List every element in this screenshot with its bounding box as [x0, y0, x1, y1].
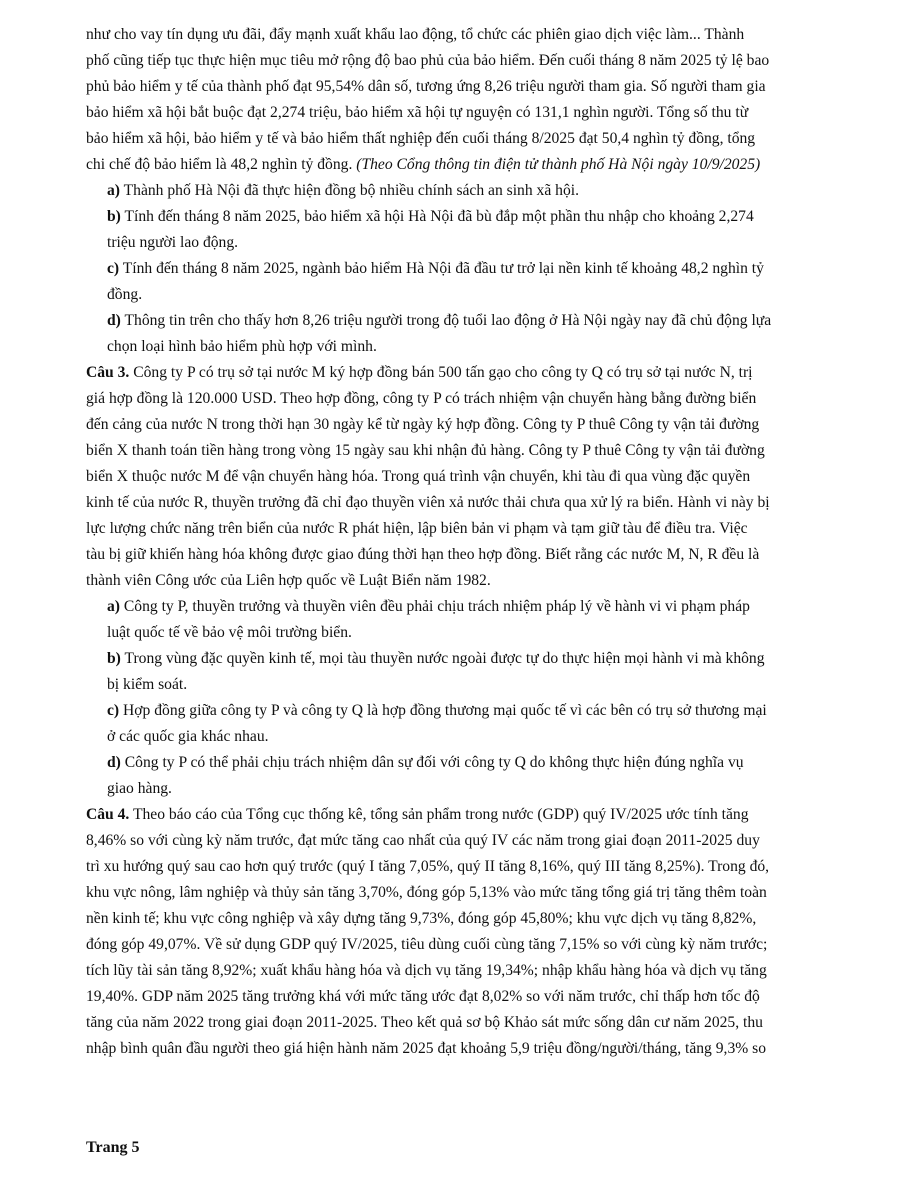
line-text: ở các quốc gia khác nhau. [107, 728, 269, 745]
option-label: b) [107, 650, 121, 667]
question-label: Câu 4. [86, 806, 130, 823]
line-text: giá hợp đồng là 120.000 USD. Theo hợp đồng, công ty P có trách nhiệm vận chuyển hàng bằng đường biển [86, 390, 757, 407]
text-line [86, 155, 760, 175]
option-line [107, 753, 744, 773]
line-text: phố cũng tiếp tục thực hiện mục tiêu mở rộng độ bao phủ của bảo hiểm. Đến cuối tháng 8 năm 2025 tỷ lệ bao [86, 52, 770, 69]
question-label: Câu 3. [86, 364, 130, 381]
option-line [107, 207, 754, 227]
text-line [107, 233, 238, 253]
text-line [86, 389, 756, 409]
text-line [86, 857, 769, 877]
line-text: như cho vay tín dụng ưu đãi, đẩy mạnh xuất khẩu lao động, tổ chức các phiên giao dịch việc làm... Thành [86, 26, 745, 43]
line-text: kinh tế của nước R, thuyền trưởng đã chỉ đạo thuyền viên xả nước thải chưa qua xử lý ra biển. Hành vi này bị [86, 494, 770, 511]
line-text: Tính đến tháng 8 năm 2025, bảo hiểm xã hội Hà Nội đã bù đắp một phần thu nhập cho khoảng 2,274 [120, 208, 754, 225]
option-label: b) [107, 208, 121, 225]
text-line [86, 129, 755, 149]
line-text: giao hàng. [107, 780, 172, 797]
text-line [107, 285, 142, 305]
line-text: Công ty P có trụ sở tại nước M ký hợp đồng bán 500 tấn gạo cho công ty Q có trụ sở tại nước N, trị [129, 364, 753, 381]
text-line [107, 337, 377, 357]
line-text: luật quốc tế về bảo vệ môi trường biển. [107, 624, 352, 641]
option-label: c) [107, 260, 120, 277]
line-text: đóng góp 49,07%. Về sử dụng GDP quý IV/2025, tiêu dùng cuối cùng tăng 7,15% so với cùng kỳ năm trước; [86, 936, 768, 953]
text-line [86, 493, 770, 513]
question-line [86, 363, 753, 383]
line-text: Thông tin trên cho thấy hơn 8,26 triệu người trong độ tuổi lao động ở Hà Nội ngày nay đã chủ động lựa [120, 312, 772, 329]
text-line [86, 415, 759, 435]
text-line [86, 935, 767, 955]
option-line [107, 259, 764, 279]
text-line [107, 779, 172, 799]
option-line [107, 597, 750, 617]
text-line [86, 1039, 766, 1059]
line-text: bị kiểm soát. [107, 676, 188, 693]
text-line [107, 727, 269, 747]
text-line [86, 571, 491, 591]
line-text: Công ty P, thuyền trưởng và thuyền viên đều phải chịu trách nhiệm pháp lý về hành vi vi phạm pháp [120, 598, 750, 615]
page-number: Trang 5 [86, 1139, 140, 1156]
line-text: Tính đến tháng 8 năm 2025, ngành bảo hiểm Hà Nội đã đầu tư trở lại nền kinh tế khoảng 48,2 nghìn tỷ [119, 260, 764, 277]
line-text: tàu bị giữ khiến hàng hóa không được giao đúng thời hạn theo hợp đồng. Biết rằng các nước M, N, R đều là [86, 546, 760, 563]
line-text: Trong vùng đặc quyền kinh tế, mọi tàu thuyền nước ngoài được tự do thực hiện mọi hành vi mà không [120, 650, 765, 667]
option-label: d) [107, 312, 121, 329]
line-text: triệu người lao động. [107, 234, 239, 251]
line-text: biển X thuộc nước M để vận chuyển hàng hóa. Trong quá trình vận chuyển, khi tàu đi qua vùng đặc quyền [86, 468, 751, 485]
line-text: phủ bảo hiểm y tế của thành phố đạt 95,54% dân số, tương ứng 8,26 triệu người tham gia. Số người tham gia [86, 78, 766, 95]
text-line [86, 987, 760, 1007]
option-line [107, 311, 771, 331]
option-line [107, 181, 579, 201]
option-label: a) [107, 598, 120, 615]
line-text: trì xu hướng quý sau cao hơn quý trước (quý I tăng 7,05%, quý II tăng 8,16%, quý III tăng 8,25%). Trong đó, [86, 858, 770, 875]
line-text: nền kinh tế; khu vực công nghiệp và xây dựng tăng 9,73%, đóng góp 45,80%; khu vực dịch vụ tăng 8,82%, [86, 910, 757, 927]
option-line [107, 701, 767, 721]
line-text: chọn loại hình bảo hiểm phù hợp với mình. [107, 338, 377, 355]
option-label: d) [107, 754, 121, 771]
text-line [86, 103, 748, 123]
line-text: thành viên Công ước của Liên hợp quốc về Luật Biển năm 1982. [86, 572, 491, 589]
line-text: đến cảng của nước N trong thời hạn 30 ngày kể từ ngày ký hợp đồng. Công ty P thuê Công ty vận tải đường [86, 416, 760, 433]
line-text: 19,40%. GDP năm 2025 tăng trưởng khá với mức tăng ước đạt 8,02% so với năm trước, chỉ thấp hơn tốc độ [86, 988, 760, 1005]
text-line [107, 675, 187, 695]
line-text: 8,46% so với cùng kỳ năm trước, đạt mức tăng cao nhất của quý IV các năm trong giai đoạn 2011-2025 duy [86, 832, 760, 849]
line-text: Theo báo cáo của Tổng cục thống kê, tổng sản phẩm trong nước (GDP) quý IV/2025 ước tính tăng [129, 806, 749, 823]
question-line [86, 805, 749, 825]
line-text: đồng. [107, 286, 143, 303]
text-line [86, 909, 756, 929]
text-line [86, 1013, 763, 1033]
line-text: biển X thanh toán tiền hàng trong vòng 15 ngày sau khi nhận đủ hàng. Công ty P thuê Công ty vận tải đường [86, 442, 765, 459]
line-text: bảo hiểm xã hội, bảo hiểm y tế và bảo hiểm thất nghiệp đến cuối tháng 8/2025 đạt 50,4 nghìn tỷ đồng, tổng [86, 130, 756, 147]
option-label: a) [107, 182, 120, 199]
line-text: tăng của năm 2022 trong giai đoạn 2011-2025. Theo kết quả sơ bộ Khảo sát mức sống dân cư năm 2025, thu [86, 1014, 763, 1031]
option-line [107, 649, 765, 669]
text-line [86, 25, 744, 45]
line-text: khu vực nông, lâm nghiệp và thủy sản tăng 3,70%, đóng góp 5,13% vào mức tăng tổng giá trị tăng thêm toàn [86, 884, 767, 901]
line-text: lực lượng chức năng trên biển của nước R phát hiện, lập biên bản vi phạm và tạm giữ tàu để điều tra. Việc [86, 520, 748, 537]
line-text: Công ty P có thể phải chịu trách nhiệm dân sự đối với công ty Q do không thực hiện đúng nghĩa vụ [120, 754, 744, 771]
source-citation: (Theo Cổng thông tin điện tử thành phố Hà Nội ngày 10/9/2025) [356, 156, 761, 173]
text-line [86, 467, 750, 487]
line-text: tích lũy tài sản tăng 8,92%; xuất khẩu hàng hóa và dịch vụ tăng 19,34%; nhập khẩu hàng hóa và dịch vụ tăng [86, 962, 767, 979]
line-text: Hợp đồng giữa công ty P và công ty Q là hợp đồng thương mại quốc tế vì các bên có trụ sở thương mại [119, 702, 767, 719]
text-line [107, 623, 352, 643]
line-text: chi chế độ bảo hiểm là 48,2 nghìn tỷ đồng. [86, 156, 357, 173]
text-line [86, 831, 760, 851]
line-text: nhập bình quân đầu người theo giá hiện hành năm 2025 đạt khoảng 5,9 triệu đồng/người/tháng, tăng 9,3% so [86, 1040, 766, 1057]
text-line [86, 441, 765, 461]
line-text: bảo hiểm xã hội bắt buộc đạt 2,274 triệu, bảo hiểm xã hội tự nguyện có 131,1 nghìn người. Tổng số thu từ [86, 104, 749, 121]
option-label: c) [107, 702, 120, 719]
text-line [86, 519, 748, 539]
text-line [86, 77, 766, 97]
text-line [86, 545, 759, 565]
text-line [86, 961, 767, 981]
text-line [86, 883, 767, 903]
text-line [86, 51, 769, 71]
line-text: Thành phố Hà Nội đã thực hiện đồng bộ nhiều chính sách an sinh xã hội. [120, 182, 579, 199]
